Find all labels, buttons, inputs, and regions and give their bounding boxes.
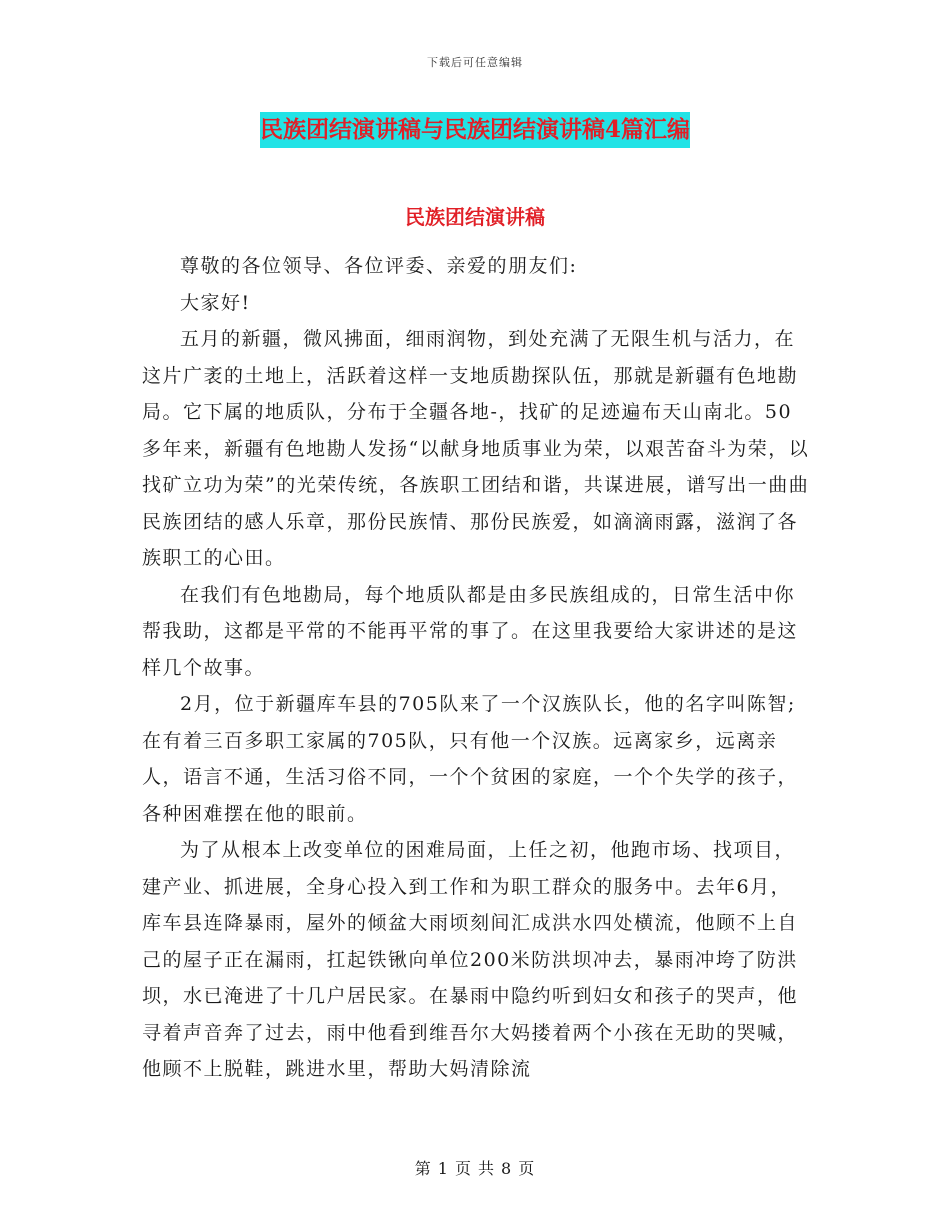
paragraph-salutation: 尊敬的各位领导、各位评委、亲爱的朋友们: [180,255,578,277]
document-title: 民族团结演讲稿与民族团结演讲稿4篇汇编 [260,112,690,148]
paragraph: 在我们有色地勘局，每个地质队都是由多民族组成的，日常生活中你帮我助，这都是平常的不能再平常的事了。在这里我要给大家讲述的是这样几个故事。 [142,583,799,679]
document-body [142,248,810,1088]
section-title: 民族团结演讲稿 [405,205,545,229]
page-header-note: 下载后可任意编辑 [427,56,523,69]
page-label-mid2: 共 [478,1159,496,1178]
paragraph: 五月的新疆，微风拂面，细雨润物，到处充满了无限生机与活力，在这片广袤的土地上，活跃着这样一支地质勘探队伍，那就是新疆有色地勘局。它下属的地质队，分布于全疆各地-，找矿的足迹遍布天山南北。50多年来，新疆有色地勘人发扬“以献身地质事业为荣，以艰苦奋斗为荣，以找矿立功为荣”的光荣传统，各族职工团结和谐，共谋进展，谱写出一曲曲民族团结的感人乐章，那份民族情、那份民族爱，如滴滴雨露，滋润了各族职工的心田。 [142,328,810,569]
page-current-number: 1 [437,1159,449,1178]
paragraph: 为了从根本上改变单位的困难局面，上任之初，他跑市场、找项目，建产业、抓进展，全身心投入到工作和为职工群众的服务中。去年6月，库车县连降暴雨，屋外的倾盆大雨顷刻间汇成洪水四处横流，他顾不上自己的屋子正在漏雨，扛起铁锹向单位200米防洪坝冲去，暴雨冲垮了防洪坝，水已淹进了十几户居民家。在暴雨中隐约听到妇女和孩子的哭声，他寻着声音奔了过去，雨中他看到维吾尔大妈搂着两个小孩在无助的哭喊，他顾不上脱鞋，跳进水里，帮助大妈清除流 [142,839,799,1080]
page-footer [0,1156,950,1179]
paragraph-greeting: 大家好! [180,291,251,314]
document-title-container [0,112,950,148]
page-label-mid1: 页 [454,1159,472,1178]
page-total-number: 8 [501,1159,513,1178]
paragraph: 2月，位于新疆库车县的705队来了一个汉族队长，他的名字叫陈智;在有着三百多职工家属的705队，只有他一个汉族。远离家乡，远离亲人，语言不通，生活习俗不同，一个个贫困的家庭，一个个失学的孩子，各种困难摆在他的眼前。 [142,693,799,825]
page-label-prefix: 第 [414,1159,432,1178]
page-label-suffix: 页 [518,1159,536,1178]
